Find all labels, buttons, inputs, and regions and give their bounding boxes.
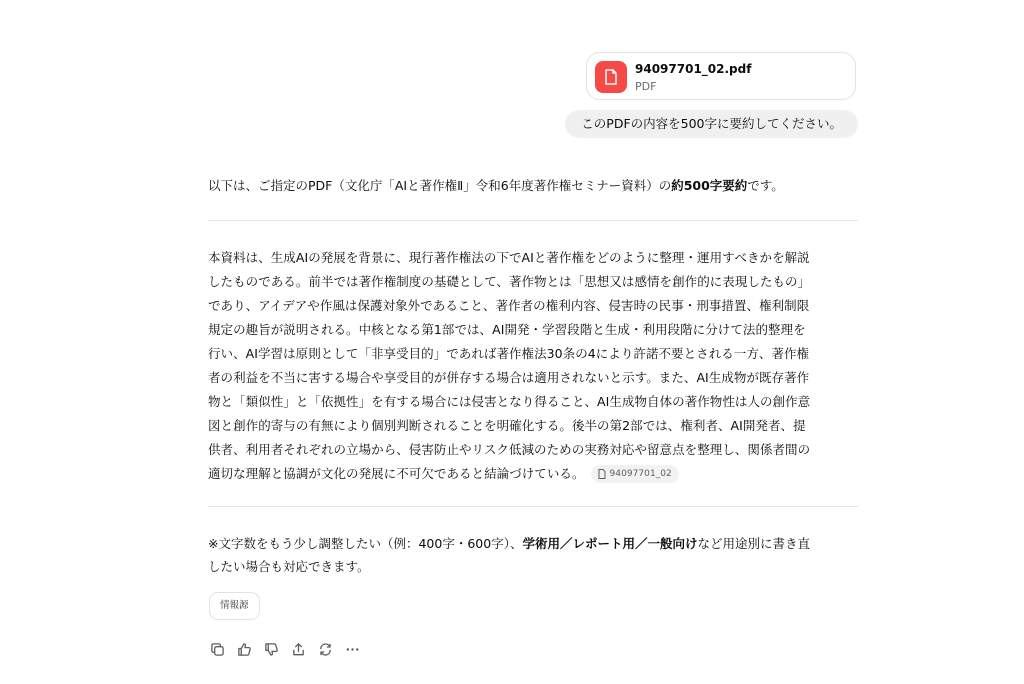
attachment-file-name: 94097701_02.pdf — [635, 62, 752, 76]
summary-line: 行い、AI学習は原則として「非享受目的」であれば著作権法30条の4により許諾不要とされる一方、著作権 — [208, 346, 810, 361]
regenerate-icon[interactable] — [316, 640, 334, 658]
divider — [208, 506, 858, 507]
note-suffix: など用途別に書き直 — [697, 536, 810, 551]
thumbs-down-icon[interactable] — [262, 640, 280, 658]
intro-bold: 約500字要約 — [671, 178, 748, 193]
sources-button[interactable]: 情報源 — [209, 592, 260, 620]
summary-line: したものである。前半では著作権制度の基礎として、著作物とは「思想又は感情を創作的に表現したもの」 — [208, 274, 811, 289]
summary-line: 供者、利用者それぞれの立場から、侵害防止やリスク低減のための実務対応や留意点を整理し、関係者間の — [208, 442, 811, 457]
share-icon[interactable] — [289, 640, 307, 658]
summary-line: 適切な理解と協調が文化の発展に不可欠であると結論づけている。 — [208, 466, 585, 481]
summary-line: 者の利益を不当に害する場合や享受目的が併存する場合は適用されないと示す。また、AI生成物が既存著作 — [208, 370, 810, 385]
attachment-file-type: PDF — [635, 80, 657, 93]
message-actions — [208, 640, 361, 658]
summary-line: 物と「類似性」と「依拠性」を有する場合には侵害となり得ること、AI生成物自体の著作物性は人の創作意 — [208, 394, 811, 409]
attachment-card[interactable] — [586, 52, 856, 100]
summary-line: 規定の趣旨が説明される。中核となる第1部では、AI開発・学習段階と生成・利用段階に分けて法的整理を — [208, 322, 806, 337]
divider — [208, 220, 858, 221]
assistant-intro — [208, 176, 784, 196]
intro-prefix: 以下は、ご指定のPDF（文化庁「AIと著作権Ⅱ」令和6年度著作権セミナー資料）の — [208, 178, 672, 193]
note-line: したい場合も対応できます。 — [208, 559, 370, 574]
user-message: このPDFの内容を500字に要約してください。 — [565, 110, 858, 138]
summary-line-last — [208, 462, 862, 486]
citation-chip[interactable] — [591, 465, 679, 483]
document-icon — [598, 469, 606, 479]
follow-up-note — [208, 532, 862, 578]
note-line — [208, 532, 862, 555]
summary-paragraph — [208, 246, 862, 486]
note-bold: 学術用／レポート用／一般向け — [522, 536, 698, 551]
copy-icon[interactable] — [208, 640, 226, 658]
citation-label: 94097701_02 — [609, 468, 672, 479]
note-prefix: ※文字数をもう少し調整したい（例：400字・600字）、 — [208, 536, 523, 551]
summary-line: であり、アイデアや作風は保護対象外であること、著作者の権利内容、侵害時の民事・刑事措置、権利制限 — [208, 298, 810, 313]
summary-line: 本資料は、生成AIの発展を背景に、現行著作権法の下でAIと著作権をどのように整理・運用すべきかを解説 — [208, 250, 810, 265]
intro-suffix: です。 — [747, 178, 784, 193]
document-icon — [595, 61, 627, 93]
thumbs-up-icon[interactable] — [235, 640, 253, 658]
more-icon[interactable] — [343, 640, 361, 658]
summary-line: 図と創作的寄与の有無により個別判断されることを明確化する。後半の第2部では、権利者、AI開発者、提 — [208, 418, 806, 433]
